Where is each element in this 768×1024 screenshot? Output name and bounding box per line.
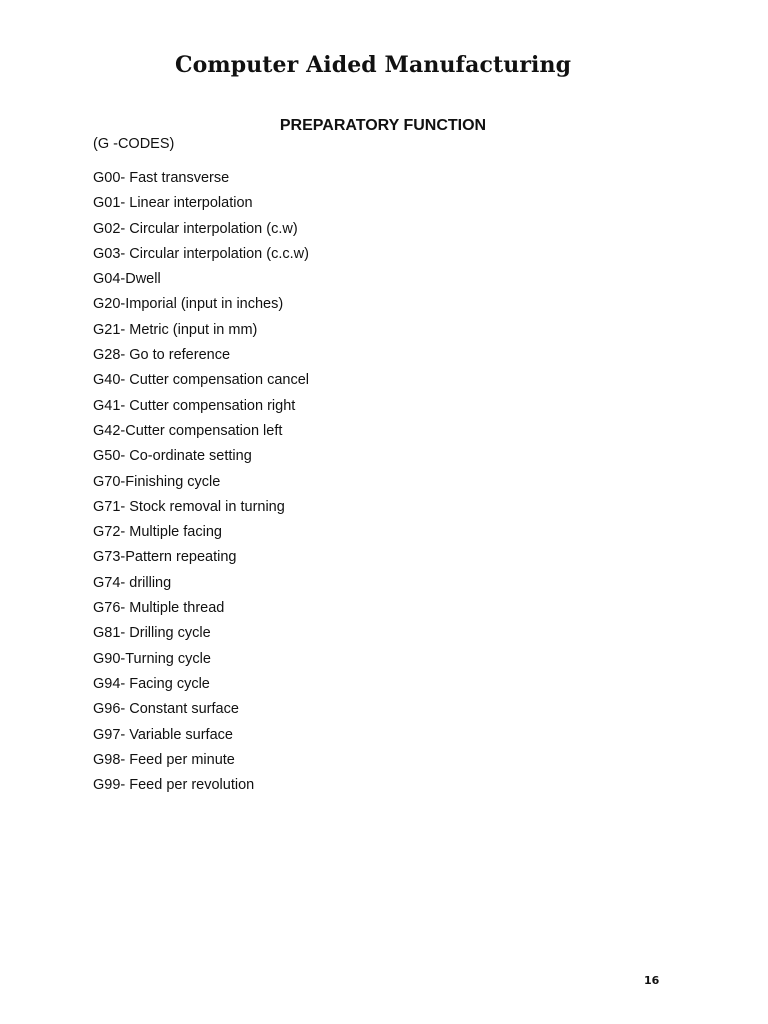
list-item: G99- Feed per revolution	[93, 777, 255, 794]
list-item: G81- Drilling cycle	[93, 625, 211, 642]
g-code-list	[93, 166, 309, 798]
list-item: G50- Co-ordinate setting	[93, 448, 252, 465]
list-item: G72- Multiple facing	[93, 524, 222, 541]
list-item: G41- Cutter compensation right	[93, 397, 296, 414]
list-item: G02- Circular interpolation (c.w)	[93, 220, 298, 237]
list-item: G00- Fast transverse	[93, 170, 230, 186]
list-item: G74- drilling	[93, 574, 172, 591]
list-item: G73-Pattern repeating	[93, 549, 237, 566]
list-item: G97- Variable surface	[93, 726, 233, 743]
section-heading: PREPARATORY FUNCTION	[279, 117, 487, 134]
list-item: G40- Cutter compensation cancel	[93, 372, 309, 389]
list-item: G21- Metric (input in mm)	[93, 321, 258, 338]
list-item: G98- Feed per minute	[93, 751, 235, 768]
list-item: G96- Constant surface	[93, 701, 239, 718]
list-item: G03- Circular interpolation (c.c.w)	[93, 245, 309, 262]
list-item: G76- Multiple thread	[93, 600, 225, 617]
document-title: Computer Aided Manufacturing	[174, 52, 572, 78]
list-item: G04-Dwell	[93, 271, 161, 288]
list-item: G20-Imporial (input in inches)	[93, 296, 284, 313]
list-item: G28- Go to reference	[93, 347, 231, 364]
list-item: G71- Stock removal in turning	[93, 498, 285, 515]
list-item: G42-Cutter compensation left	[93, 422, 283, 439]
list-item: G94- Facing cycle	[93, 675, 210, 692]
section-subheading: (G -CODES)	[93, 136, 175, 152]
page-number: 16	[644, 974, 660, 987]
list-item: G01- Linear interpolation	[93, 195, 253, 212]
list-item: G70-Finishing cycle	[93, 473, 221, 490]
list-item: G90-Turning cycle	[93, 650, 211, 667]
